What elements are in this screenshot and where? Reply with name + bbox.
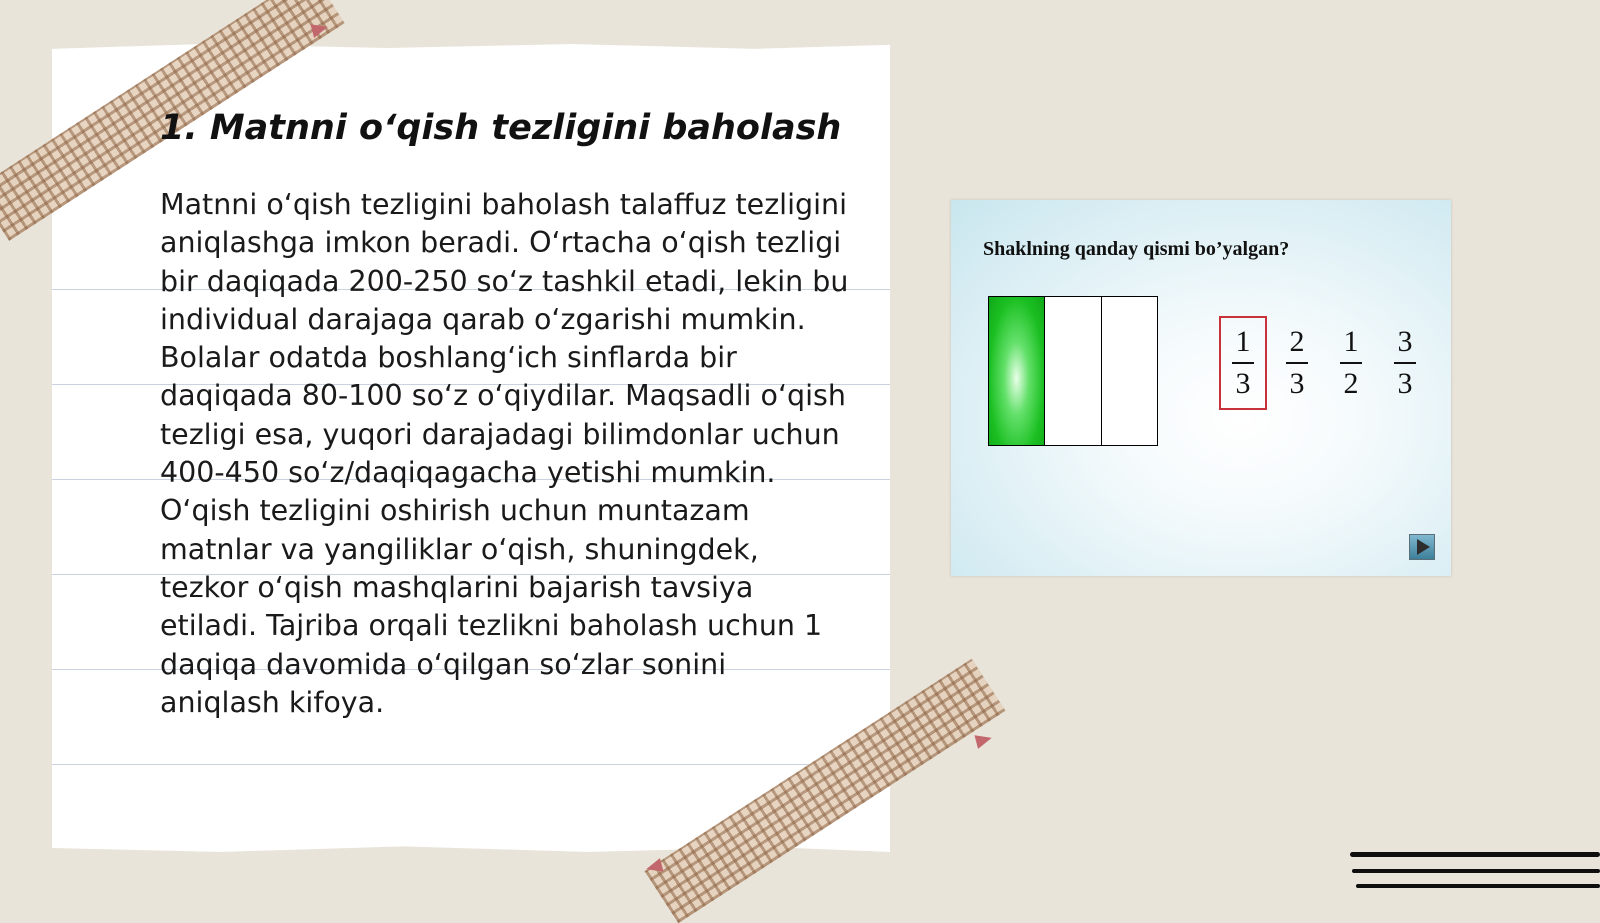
shape-part bbox=[1102, 297, 1157, 445]
answer-option-1-2[interactable] bbox=[1327, 316, 1375, 410]
numerator: 1 bbox=[1343, 325, 1359, 359]
decorative-stroke bbox=[1352, 869, 1600, 873]
denominator: 2 bbox=[1343, 366, 1359, 400]
numerator: 3 bbox=[1397, 325, 1413, 359]
next-button[interactable] bbox=[1409, 534, 1435, 560]
decorative-stroke bbox=[1350, 852, 1600, 857]
body-paragraph: Matnni o‘qish tezligini baholash talaffuz tezligini aniqlashga imkon beradi. O‘rtacha o‘qish tezligi bir daqiqada 200-250 so‘z tashkil etadi, lekin bu individual darajaga qarab o‘zgarishi mumkin. Bolalar odatda boshlang‘ich sinflarda bir daqiqada 80-100 so‘z o‘qiydilar. Maqsadli o‘qish tezligi esa, yuqori darajadagi bilimdonlar uchun 400-450 so‘z/daqiqagacha yetishi mumkin. O‘qish tezligini oshirish uchun muntazam matnlar va yangiliklar o‘qish, shuningdek, tezkor o‘qish mashqlarini bajarish tavsiya etiladi. Tajriba orqali tezlikni baholash uchun 1 daqiqa davomida o‘qilgan so‘zlar sonini aniqlash kifoya. bbox=[160, 188, 849, 719]
denominator: 3 bbox=[1289, 366, 1305, 400]
page-title: 1. Matnni o‘qish tezligini baholash bbox=[160, 108, 842, 148]
quiz-card bbox=[951, 200, 1451, 576]
shape-part bbox=[1045, 297, 1101, 445]
fraction-bar bbox=[1394, 362, 1416, 364]
shape-part-shaded bbox=[989, 297, 1045, 445]
ruled-line bbox=[52, 764, 890, 765]
pin-icon bbox=[974, 731, 993, 749]
play-icon bbox=[1417, 539, 1430, 555]
decorative-stroke bbox=[1356, 884, 1600, 888]
answer-option-1-3[interactable] bbox=[1219, 316, 1267, 410]
denominator: 3 bbox=[1235, 366, 1251, 400]
answer-option-2-3[interactable] bbox=[1273, 316, 1321, 410]
numerator: 2 bbox=[1289, 325, 1305, 359]
fraction-bar bbox=[1286, 362, 1308, 364]
answer-options bbox=[1219, 316, 1429, 410]
fraction-bar bbox=[1232, 362, 1254, 364]
numerator: 1 bbox=[1235, 325, 1251, 359]
denominator: 3 bbox=[1397, 366, 1413, 400]
quiz-question: Shaklning qanday qismi bo’yalgan? bbox=[983, 238, 1290, 260]
pin-icon bbox=[310, 20, 329, 38]
answer-option-3-3[interactable] bbox=[1381, 316, 1429, 410]
fraction-shape bbox=[988, 296, 1158, 446]
fraction-bar bbox=[1340, 362, 1362, 364]
